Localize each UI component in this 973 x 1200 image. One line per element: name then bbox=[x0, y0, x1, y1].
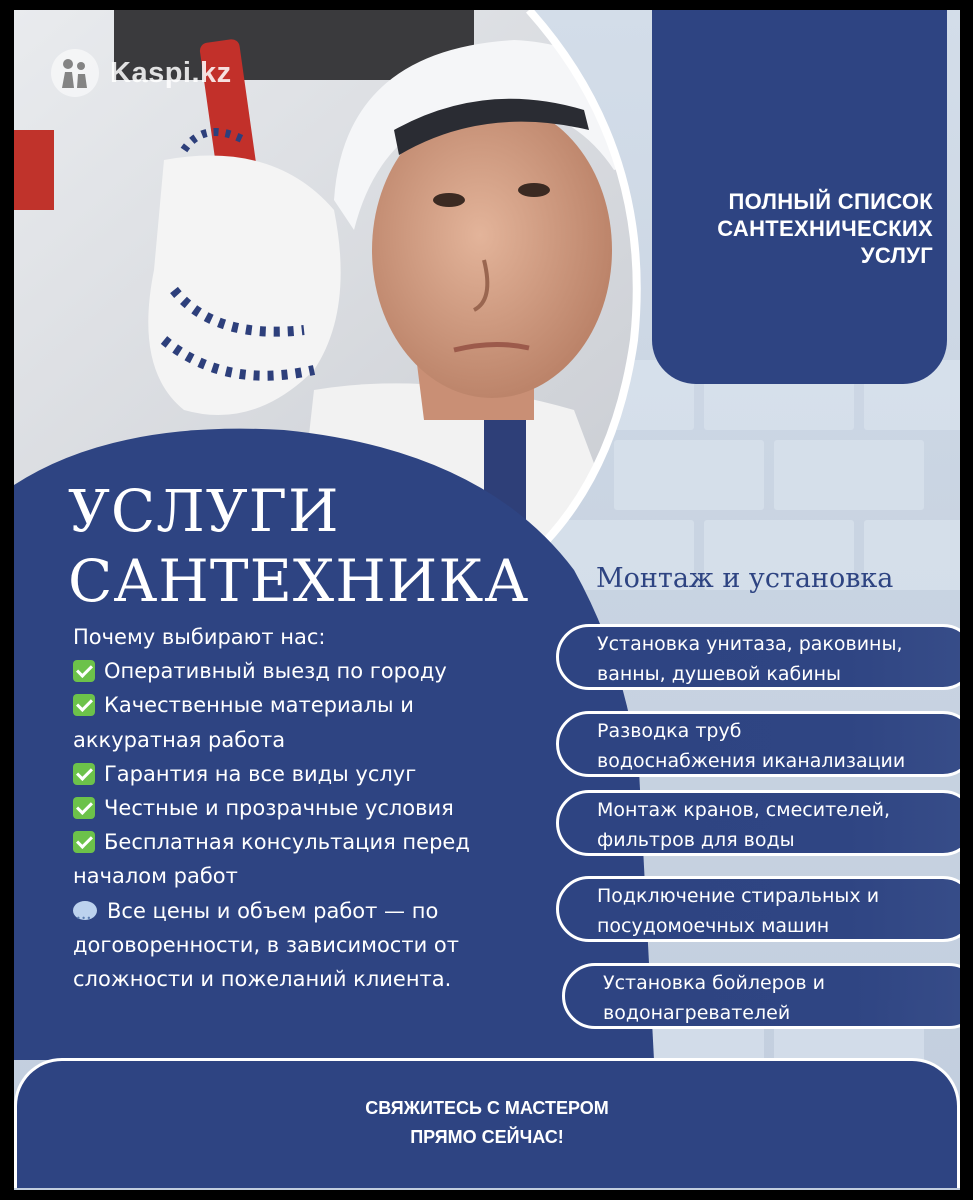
benefit-item: Бесплатная консультация перед началом работ bbox=[73, 830, 470, 889]
kaspi-logo-icon bbox=[50, 48, 100, 98]
benefit-item: Оперативный выезд по городу bbox=[73, 654, 543, 688]
benefit-item: Качественные материалы и аккуратная работа bbox=[73, 693, 414, 752]
benefit-item: Гарантия на все виды услуг bbox=[73, 757, 543, 791]
why-heading: Почему выбирают нас: bbox=[73, 625, 326, 649]
service-item: Подключение стиральных и посудомоечных машин bbox=[556, 876, 960, 942]
why-us-block bbox=[73, 620, 543, 996]
watermark-text: Kaspi.kz bbox=[110, 56, 232, 89]
top-panel-title: ПОЛНЫЙ СПИСОК САНТЕХНИЧЕСКИХ УСЛУГ bbox=[717, 189, 933, 268]
check-icon bbox=[73, 831, 95, 853]
check-icon bbox=[73, 660, 95, 682]
check-icon bbox=[73, 694, 95, 716]
cta-text: СВЯЖИТЕСЬ С МАСТЕРОМ ПРЯМО СЕЙЧАС! bbox=[365, 1098, 609, 1147]
speech-bubble-icon bbox=[73, 901, 97, 920]
poster-canvas bbox=[14, 10, 960, 1190]
kaspi-watermark bbox=[50, 48, 232, 98]
service-item: Установка бойлеров и водонагревателей bbox=[562, 963, 960, 1029]
check-icon bbox=[73, 797, 95, 819]
main-title: УСЛУГИ САНТЕХНИКА bbox=[68, 477, 530, 615]
service-item: Разводка труб водоснабжения иканализации bbox=[556, 711, 960, 777]
price-note: • • •Все цены и объем работ — по договоренности, в зависимости от сложности и пожеланий клиента. bbox=[73, 894, 543, 997]
check-icon bbox=[73, 763, 95, 785]
top-title-panel bbox=[652, 10, 947, 384]
service-item: Установка унитаза, раковины, ванны, душевой кабины bbox=[556, 624, 960, 690]
service-item: Монтаж кранов, смесителей, фильтров для воды bbox=[556, 790, 960, 856]
benefit-item: Честные и прозрачные условия bbox=[73, 791, 543, 825]
services-title: Монтаж и установка bbox=[596, 563, 894, 594]
